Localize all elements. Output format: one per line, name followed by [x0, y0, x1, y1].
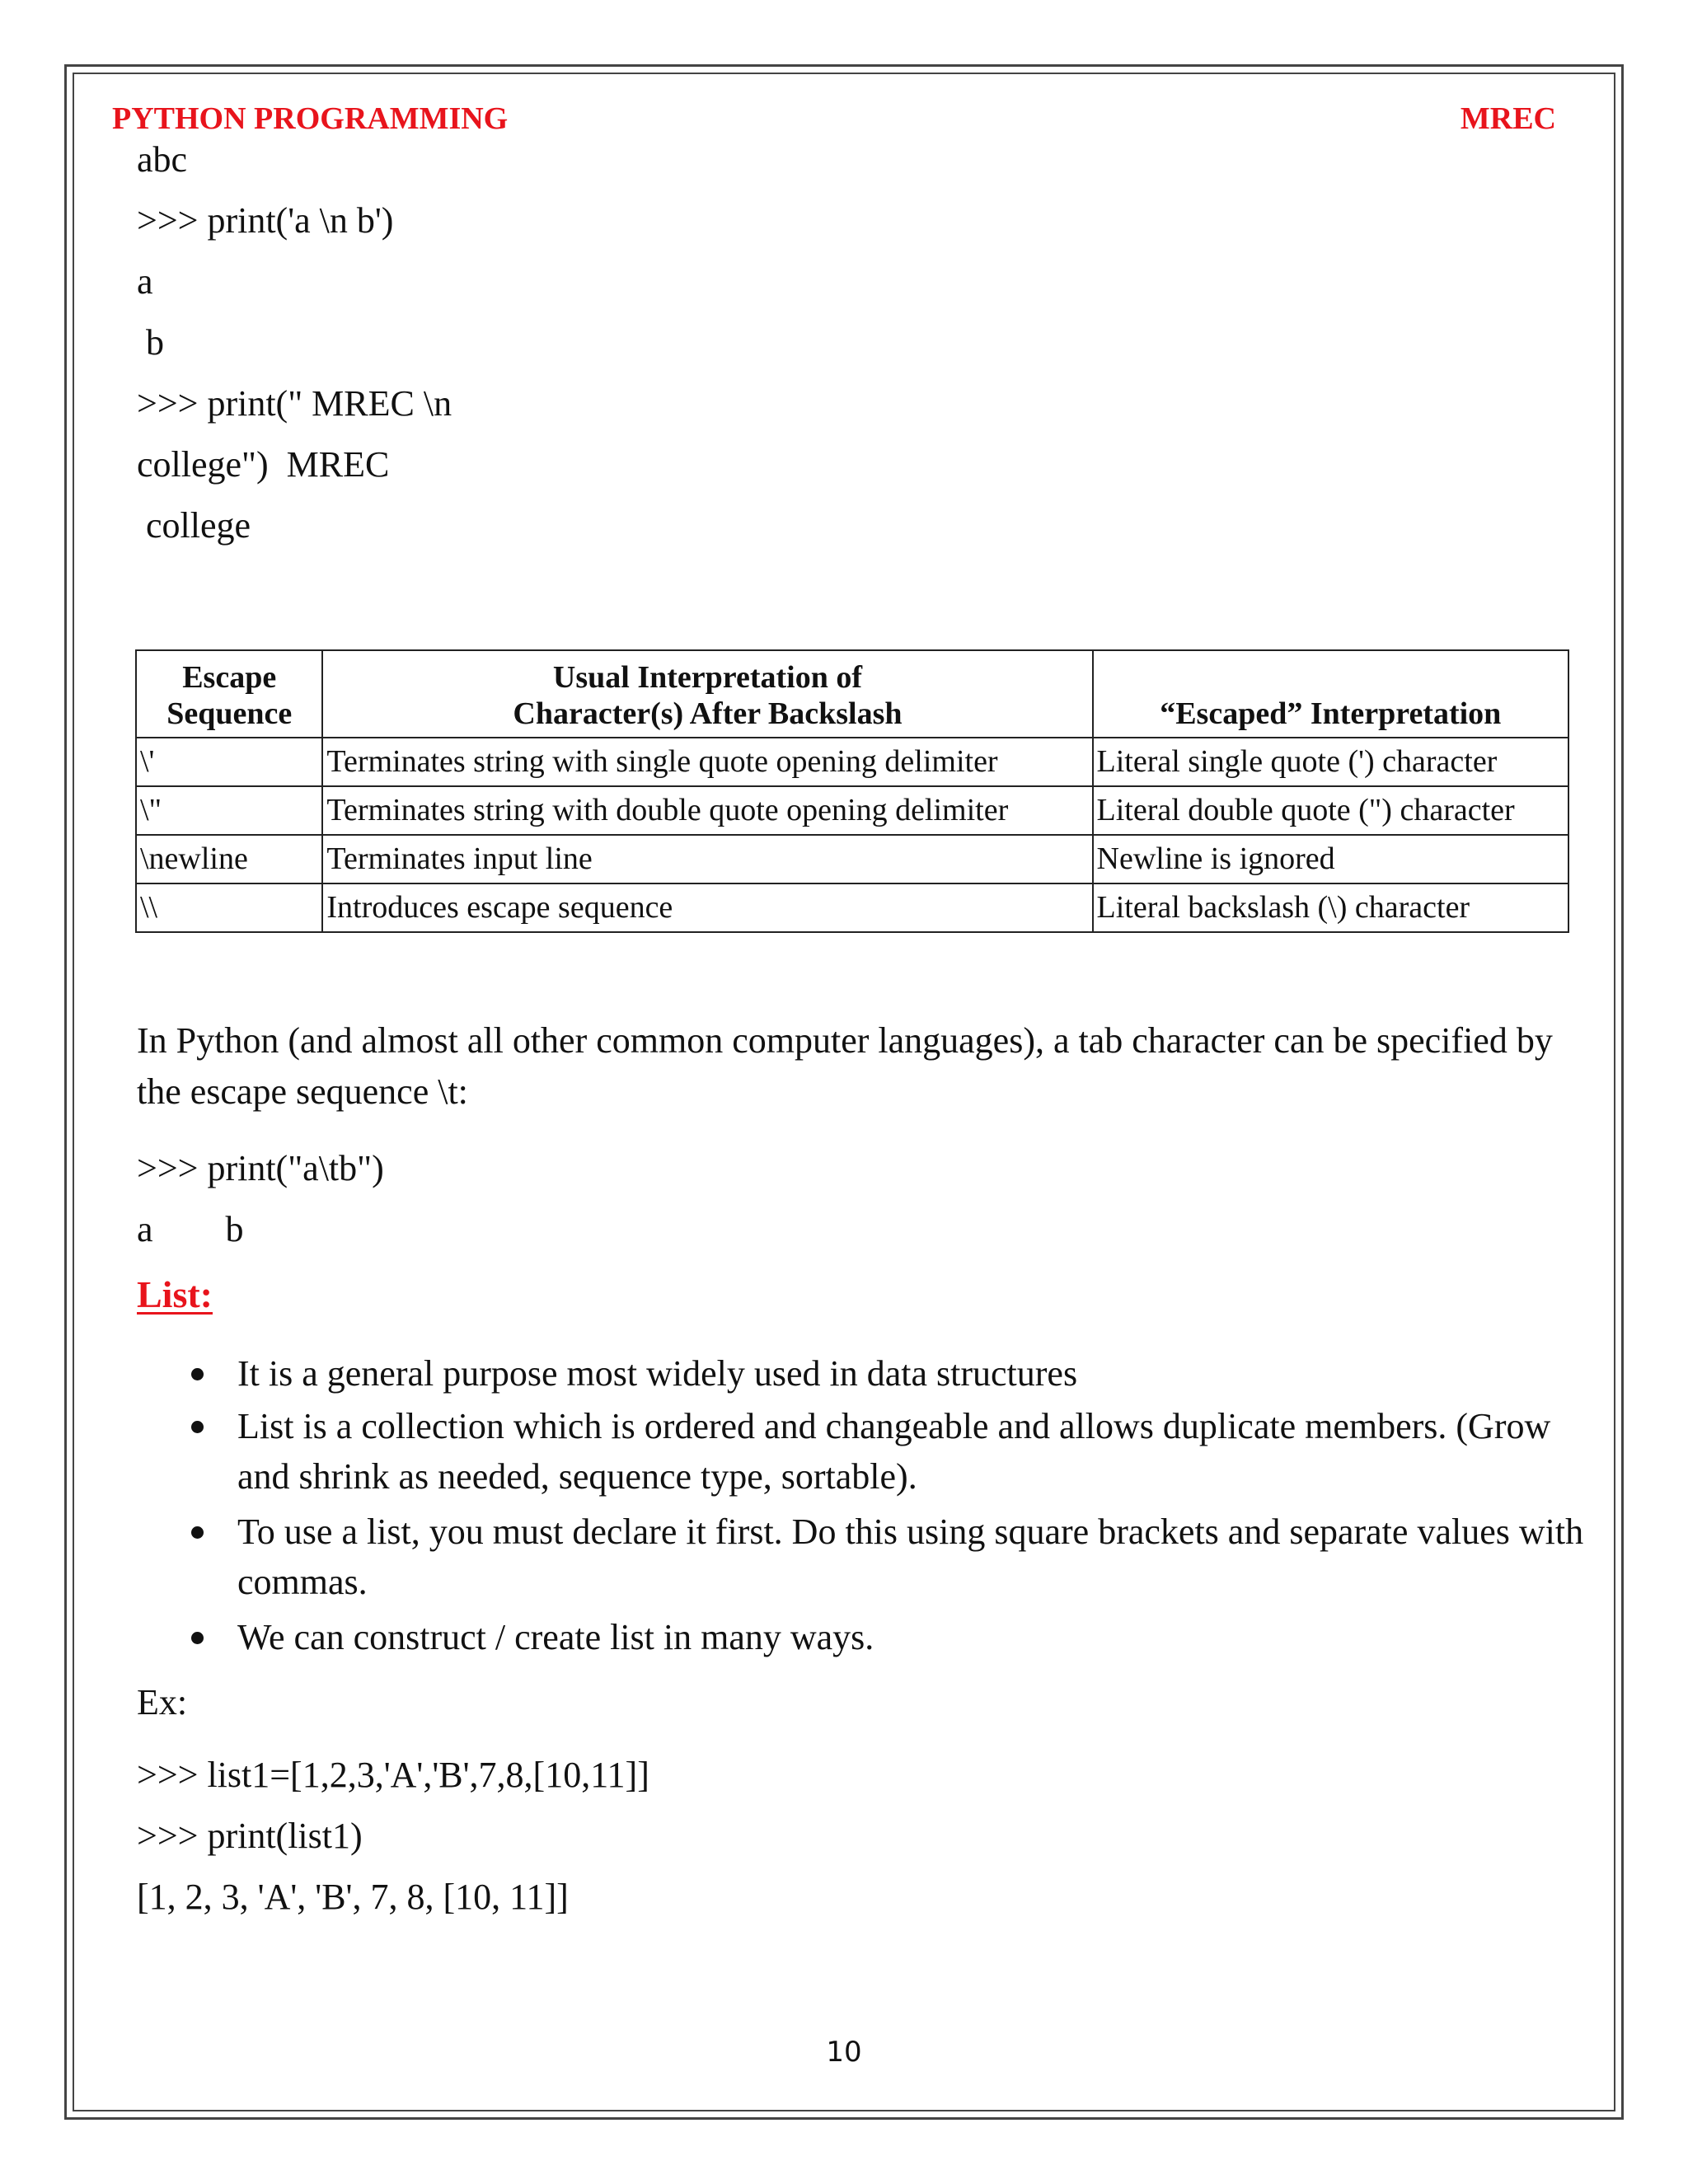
escape-sequence-table — [135, 649, 1569, 933]
table-cell: \" — [136, 786, 322, 835]
table-row — [136, 835, 1568, 883]
header-text: Escape — [182, 660, 277, 695]
table-header-cell — [1093, 650, 1568, 738]
list-item — [191, 1612, 1609, 1662]
bullet-icon — [191, 1421, 204, 1433]
table-cell: Terminates input line — [322, 835, 1092, 883]
table-header-cell — [322, 650, 1092, 738]
list-item-text: List is a collection which is ordered and changeable and allows duplicate members. (Grow and shrink as needed, sequence type, sortable). — [237, 1406, 1551, 1497]
section-heading-list: List: — [137, 1273, 213, 1315]
bullet-icon — [191, 1632, 204, 1644]
page-number: 10 — [826, 2036, 862, 2069]
header-institution: MREC — [1460, 101, 1556, 136]
table-cell: \newline — [136, 835, 322, 883]
table-row — [136, 883, 1568, 932]
code-line: >>> print("a\tb") — [137, 1148, 384, 1188]
table-cell: \' — [136, 738, 322, 786]
table-cell: Literal double quote (") character — [1093, 786, 1568, 835]
table-header-row — [136, 650, 1568, 738]
example-label: Ex: — [137, 1682, 188, 1722]
list-item — [191, 1348, 1609, 1399]
tab-paragraph: In Python (and almost all other common computer languages), a tab character can be specified by the escape sequence \t: — [137, 1020, 1553, 1112]
header-text: Usual Interpretation of — [552, 660, 862, 695]
table-cell: Literal single quote (') character — [1093, 738, 1568, 786]
code-line: abc — [137, 139, 188, 180]
table-header-cell — [136, 650, 322, 738]
bullet-icon — [191, 1368, 204, 1380]
header-title: PYTHON PROGRAMMING — [112, 101, 509, 136]
table-cell: Literal backslash (\) character — [1093, 883, 1568, 932]
list-item-text: To use a list, you must declare it first. Do this using square brackets and separate values with commas. — [237, 1511, 1584, 1602]
bullet-list — [191, 1348, 1609, 1662]
list-item-text: We can construct / create list in many ways. — [237, 1617, 874, 1657]
code-line: a — [137, 261, 153, 302]
bullet-icon — [191, 1526, 204, 1539]
table-cell: Introduces escape sequence — [322, 883, 1092, 932]
code-line: b — [137, 322, 164, 363]
code-line: >>> print('a \n b') — [137, 200, 394, 241]
code-line: >>> print(" MREC \n — [137, 383, 452, 424]
header-text: Sequence — [166, 696, 293, 731]
table-cell: Terminates string with single quote opening delimiter — [322, 738, 1092, 786]
list-item-text: It is a general purpose most widely used in data structures — [237, 1353, 1078, 1394]
header-text: Character(s) After Backslash — [513, 696, 903, 731]
code-line: [1, 2, 3, 'A', 'B', 7, 8, [10, 11]] — [137, 1877, 569, 1917]
list-item — [191, 1401, 1609, 1502]
table-cell: Terminates string with double quote opening delimiter — [322, 786, 1092, 835]
code-line: college — [137, 505, 251, 546]
code-line: college") MREC — [137, 444, 390, 485]
table-row — [136, 738, 1568, 786]
header-text: “Escaped” Interpretation — [1160, 696, 1502, 731]
list-item — [191, 1507, 1609, 1607]
code-line: >>> print(list1) — [137, 1816, 363, 1856]
code-line: a b — [137, 1209, 244, 1249]
table-row — [136, 786, 1568, 835]
table-cell: \\ — [136, 883, 322, 932]
code-line: >>> list1=[1,2,3,'A','B',7,8,[10,11]] — [137, 1755, 649, 1795]
table-cell: Newline is ignored — [1093, 835, 1568, 883]
